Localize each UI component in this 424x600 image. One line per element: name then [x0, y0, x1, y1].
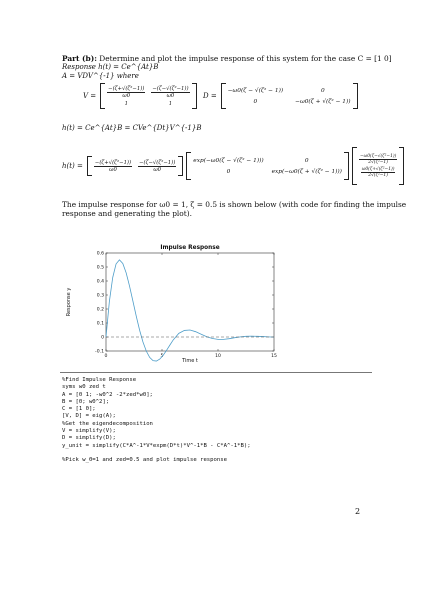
y-tick-label: 0.6 — [96, 251, 104, 257]
d-cell-11: −ω0(ζ − √(ζ² − 1)) — [227, 87, 284, 94]
code-line: %Get the eigendecomposition — [62, 420, 153, 427]
caption-line-2: response and generating the plot). — [62, 209, 192, 218]
code-line — [62, 450, 251, 457]
chart-title: Impulse Response — [160, 245, 220, 251]
h-col-cell-2: $\frac{\text{ω0(ζ+√(ζ²−1))}}{\text{2√(ζ²−1)}}$ — [361, 167, 395, 178]
code-line: C = [1 0]; — [62, 406, 96, 413]
v-cell-11: $\frac{\text{−(ζ+√(ζ²−1))}}{\omega 0}$ — [108, 85, 145, 99]
h-exp-matrix — [186, 153, 349, 179]
code-line: %Find Impulse Response — [62, 377, 137, 383]
y-tick-label: -0.1 — [95, 349, 104, 355]
y-axis-label: Response y — [66, 287, 72, 317]
y-tick-label: 0.2 — [96, 307, 104, 313]
h-exp-cell-22: exp(−ω0(ζ + √(ζ² − 1))) — [271, 168, 342, 175]
d-matrix-equation — [203, 84, 358, 108]
y-tick-label: 0.3 — [96, 293, 104, 299]
v-cell-22: 1 — [168, 100, 173, 107]
part-text: Determine and plot the impulse response of this system for the case C = [1 0] — [96, 54, 392, 63]
y-tick-label: 0.1 — [96, 321, 104, 327]
d-cell-12: 0 — [320, 87, 325, 94]
code-line: A = [0 1; -w0^2 -2*zed*w0]; — [62, 391, 153, 398]
h-exp-cell-11: exp(−ω0(ζ − √(ζ² − 1))) — [193, 157, 264, 164]
h-exp-cell-21: 0 — [226, 168, 231, 175]
part-label: Part (b): — [62, 54, 97, 63]
code-line: V = simplify(V); — [62, 428, 116, 435]
h-col-vector — [352, 148, 404, 184]
h-row-cell-1: $\frac{\text{−(ζ+√(ζ²−1))}}{\omega 0}$ — [94, 159, 132, 173]
h-expansion: h(t) = Ce^{At}B = CVe^{Dt}V^{-1}B — [62, 124, 202, 132]
code-line: B = [0; w0^2]; — [62, 398, 110, 405]
h-label: h(t) = — [62, 162, 83, 170]
code-top-rule — [60, 372, 372, 373]
code-line: D = simplify(D); — [62, 435, 116, 442]
code-line: syms w0 zed t — [62, 384, 106, 391]
d-matrix — [221, 84, 358, 108]
where-line: A = VDV^{-1} where — [62, 72, 139, 80]
caption-line-1: The impulse response for ω0 = 1, ζ = 0.5 is shown below (with code for finding the impulse — [62, 200, 407, 209]
h-product-equation — [62, 148, 404, 184]
v-label: V = — [83, 92, 97, 100]
v-cell-21: 1 — [124, 100, 128, 107]
code-line: %Pick w_0=1 and zed=0.5 and plot impulse response — [62, 457, 228, 464]
v-matrix-equation — [83, 84, 197, 108]
y-tick-label: 0 — [101, 335, 104, 341]
h-col-cell-1: $\frac{\text{−ω0(ζ−√(ζ²−1))}}{\text{2√(ζ²−1)}}$ — [359, 154, 397, 165]
h-row-vector — [87, 157, 183, 175]
h-exp-cell-12: 0 — [304, 157, 309, 164]
response-line: Response h(t) = Ce^{At}B — [62, 63, 159, 71]
x-tick-label: 15 — [271, 354, 277, 359]
y-tick-label: 0.5 — [96, 265, 104, 271]
code-line: [V, D] = eig(A); — [62, 413, 116, 420]
d-cell-22: −ω0(ζ + √(ζ² − 1)) — [295, 98, 351, 105]
page-number: 2 — [355, 507, 361, 516]
v-matrix — [100, 84, 196, 108]
matlab-code-block — [62, 377, 251, 465]
impulse-response-chart — [60, 240, 277, 365]
x-tick-label: 10 — [215, 354, 221, 359]
x-tick-label: 5 — [160, 354, 164, 359]
y-tick-label: 0.4 — [96, 279, 104, 285]
x-tick-label: 0 — [104, 354, 108, 359]
d-label: D = — [203, 92, 217, 100]
part-heading — [62, 54, 392, 63]
code-line: y_unit = simplify(C*A^-1*V*expm(D*t)*V^-1*B - C*A^-1*B); — [62, 442, 251, 449]
v-cell-12: $\frac{\text{−(ζ−√(ζ²−1))}}{\omega 0}$ — [152, 85, 189, 99]
d-cell-21: 0 — [253, 98, 258, 105]
x-axis-label: Time t — [182, 358, 198, 364]
h-row-cell-2: $\frac{\text{−(ζ−√(ζ²−1))}}{\omega 0}$ — [139, 159, 176, 173]
